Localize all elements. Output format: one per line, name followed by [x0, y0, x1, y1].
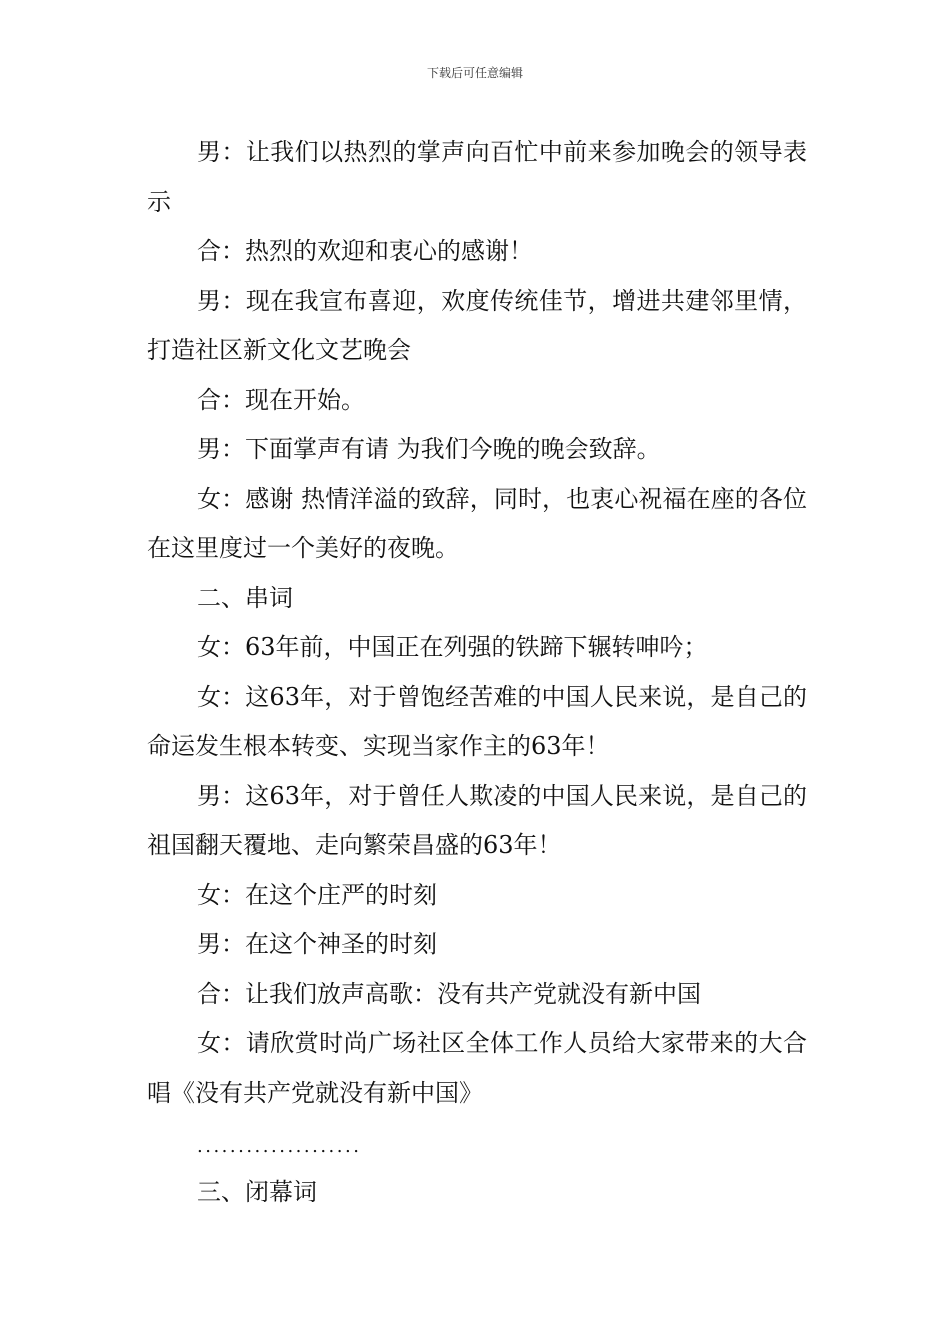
paragraph: 男：这63年，对于曾任人欺凌的中国人民来说，是自己的祖国翻天覆地、走向繁荣昌盛的63年！	[147, 781, 807, 859]
paragraph: 女：63年前，中国正在列强的铁蹄下辗转呻吟；	[197, 633, 708, 661]
page-header-note: 下载后可任意编辑	[426, 66, 523, 80]
paragraph: 合：现在开始。	[197, 385, 365, 414]
paragraph: 女：请欣赏时尚广场社区全体工作人员给大家带来的大合唱《没有共产党就没有新中国》	[147, 1029, 807, 1107]
paragraph: 女：这63年，对于曾饱经苦难的中国人民来说，是自己的命运发生根本转变、实现当家作主的63年！	[147, 682, 807, 760]
paragraph: 男：让我们以热烈的掌声向百忙中前来参加晚会的领导表示	[147, 138, 807, 216]
section-heading: 二、串词	[197, 583, 293, 612]
section-heading-closing: 三、闭幕词	[197, 1177, 317, 1206]
paragraph: 男：下面掌声有请 为我们今晚的晚会致辞。	[197, 435, 661, 463]
paragraph: 合：热烈的欢迎和衷心的感谢！	[197, 237, 533, 265]
paragraph: 女：在这个庄严的时刻	[197, 880, 437, 909]
dotted-separator: ....................	[197, 1136, 362, 1157]
paragraph: 男：现在我宣布喜迎，欢度传统佳节，增进共建邻里情，打造社区新文化文艺晚会	[147, 286, 807, 364]
document-body	[147, 128, 807, 1217]
paragraph: 女：感谢 热情洋溢的致辞，同时，也衷心祝福在座的各位在这里度过一个美好的夜晚。	[147, 484, 807, 562]
paragraph: 男：在这个神圣的时刻	[197, 930, 437, 958]
paragraph: 合：让我们放声高歌：没有共产党就没有新中国	[197, 979, 701, 1008]
